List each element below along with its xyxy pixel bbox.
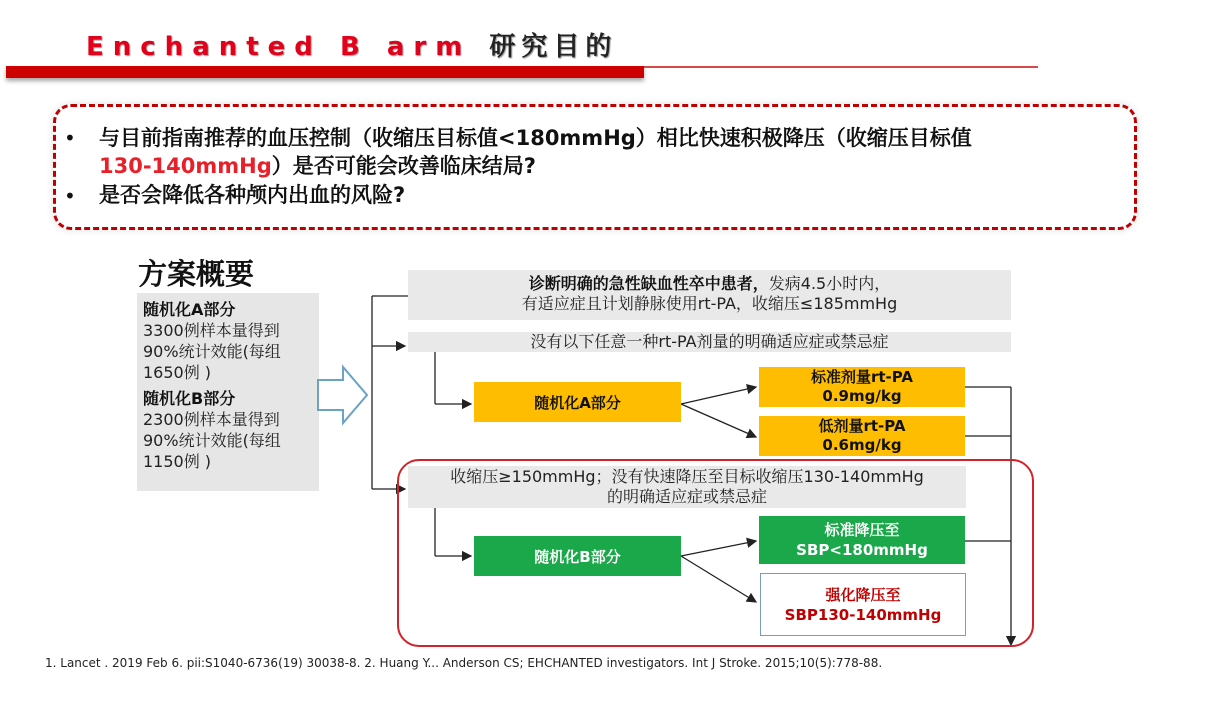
low-dose-label: 低剂量rt-PA: [818, 417, 906, 435]
summary-part-b-line-3: 1150例 ): [143, 452, 212, 471]
bullet-1: •: [64, 126, 76, 150]
summary-part-b-line-2: 90%统计效能(每组: [143, 431, 281, 450]
eligibility-rest: 发病4.5小时内，: [768, 274, 891, 293]
eligibility-box: [408, 270, 1011, 320]
standard-dose-label: 标准剂量rt-PA: [810, 368, 914, 386]
eligibility-bold: 诊断明确的急性缺血性卒中患者，: [528, 274, 769, 293]
standard-bp-value: SBP<180mmHg: [796, 541, 928, 559]
bp-criteria-line-2: 的明确适应症或禁忌症: [606, 487, 767, 506]
summary-arrow-icon: [318, 367, 367, 423]
low-dose-box: [759, 416, 965, 456]
summary-part-a-line-3: 1650例 ): [143, 363, 212, 382]
summary-part-a-heading: 随机化A部分: [143, 300, 236, 319]
standard-dose-box: [759, 367, 965, 407]
bullet-2: •: [64, 184, 76, 208]
reference-citation: 1. Lancet . 2019 Feb 6. pii:S1040-6736(19) 30038-8. 2. Huang Y... Anderson CS; EHCHANTED investigators. Int J Stroke. 2015;10(5):778-88.: [45, 656, 883, 670]
target-range-highlight: 130-140mmHg: [99, 154, 272, 178]
title-chinese: 研究目的: [489, 32, 618, 62]
randomization-b-box: 随机化B部分: [474, 536, 681, 576]
intensive-bp-value: SBP130-140mmHg: [784, 605, 942, 624]
randomization-a-box: 随机化A部分: [474, 382, 681, 422]
summary-part-b-line-1: 2300例样本量得到: [143, 410, 280, 429]
summary-part-a-line-2: 90%统计效能(每组: [143, 342, 281, 361]
bp-criteria-line-1: 收缩压≥150mmHg；没有快速降压至目标收缩压130-140mmHg: [450, 467, 924, 486]
question-1-line-1: 与目前指南推荐的血压控制（收缩压目标值<180mmHg）相比快速积极降压（收缩压目标值: [99, 126, 972, 150]
intensive-bp-label: 强化降压至: [825, 585, 901, 604]
question-2: 是否会降低各种颅内出血的风险?: [99, 183, 406, 207]
summary-part-a-line-1: 3300例样本量得到: [143, 321, 280, 340]
question-1-line-2-rest: ）是否可能会改善临床结局?: [271, 154, 536, 178]
summary-title: 方案概要: [138, 257, 255, 291]
eligibility-line-2: 有适应症且计划静脉使用rt-PA，收缩压≤185mmHg: [521, 294, 898, 313]
low-dose-value: 0.6mg/kg: [822, 436, 902, 454]
no-contraindication-box: 没有以下任意一种rt-PA剂量的明确适应症或禁忌症: [408, 332, 1011, 352]
part-b-highlight-outline: [397, 459, 1034, 647]
summary-part-b-heading: 随机化B部分: [143, 389, 236, 408]
title-english: Enchanted B arm: [86, 32, 490, 62]
standard-dose-value: 0.9mg/kg: [822, 387, 902, 405]
standard-bp-label: 标准降压至: [824, 521, 900, 539]
